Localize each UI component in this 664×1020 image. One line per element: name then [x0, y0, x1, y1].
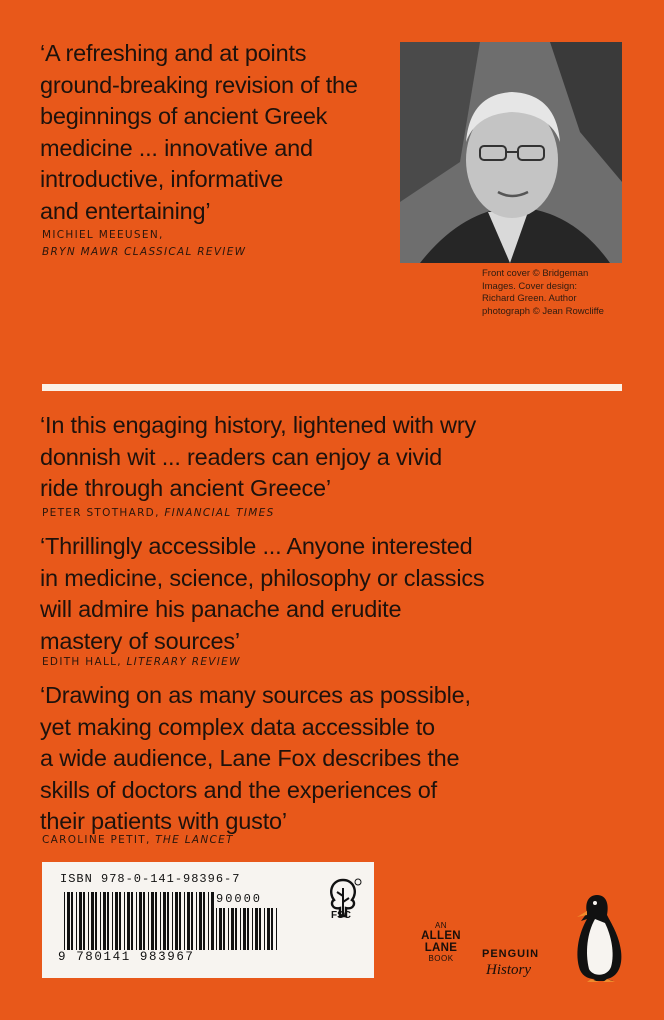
price-barcode	[216, 908, 278, 950]
barcode-bar	[231, 908, 234, 950]
imprint-lane: LANE	[424, 942, 458, 954]
reviewer-name: CAROLINE PETIT,	[42, 834, 151, 846]
barcode-bar	[143, 892, 145, 950]
barcode-bar	[276, 908, 277, 950]
price-code: 90000	[216, 892, 263, 906]
imprint-allen: ALLEN	[421, 930, 461, 942]
barcode-bar	[167, 892, 169, 950]
author-photo	[400, 42, 622, 263]
review-attribution-3	[42, 656, 241, 668]
barcode-bar	[83, 892, 85, 950]
barcode-panel	[42, 862, 374, 978]
review-attribution-1	[42, 227, 246, 261]
review-quote-2: ‘In this engaging history, lightened with wry donnish wit ... readers can enjoy a vivid ride through ancient Greece’	[40, 412, 476, 501]
allen-lane-imprint	[418, 921, 464, 963]
barcode-bar	[67, 892, 70, 950]
barcode-bar	[223, 908, 225, 950]
barcode-bar	[136, 892, 137, 950]
barcode-bar	[243, 908, 246, 950]
barcode-bar	[71, 892, 73, 950]
barcode-bar	[219, 908, 222, 950]
barcode-bar	[203, 892, 205, 950]
barcode-bar	[151, 892, 154, 950]
barcode-bar	[172, 892, 173, 950]
review-quote-4: ‘Drawing on as many sources as possible, yet making complex data accessible to a wide audience, Lane Fox describes the skills of doctors and the experiences of their patients with gusto’	[40, 682, 471, 834]
barcode-bar	[88, 892, 89, 950]
barcode-bar	[160, 892, 161, 950]
reviewer-name: PETER STOTHARD,	[42, 507, 160, 519]
photo-credit: Front cover © Bridgeman Images. Cover design: Richard Green. Author photograph © Jean Rowcliffe	[482, 268, 604, 317]
barcode-bar	[95, 892, 97, 950]
barcode-bar	[91, 892, 94, 950]
barcode-bar	[148, 892, 149, 950]
review-quote-3: ‘Thrillingly accessible ... Anyone interested in medicine, science, philosophy or classics will admire his panache and erudite mastery of sources’	[40, 533, 485, 654]
review-source: FINANCIAL TIMES	[164, 507, 275, 519]
barcode-bar	[208, 892, 209, 950]
barcode-bar	[64, 892, 65, 950]
barcode-bar	[267, 908, 270, 950]
barcode-bar	[255, 908, 258, 950]
barcode-digits: 9 780141 983967	[58, 950, 195, 964]
reviewer-name: EDITH HALL,	[42, 656, 122, 668]
barcode-bar	[76, 892, 77, 950]
penguin-wordmark: PENGUIN	[482, 948, 540, 960]
barcode-bar	[119, 892, 121, 950]
author-portrait-image	[400, 42, 622, 263]
barcode-bar	[103, 892, 106, 950]
barcode-bar	[211, 892, 214, 950]
barcode-bar	[179, 892, 181, 950]
barcode-bar	[247, 908, 249, 950]
divider-rule	[42, 384, 622, 391]
barcode-bar	[191, 892, 193, 950]
barcode-bar	[252, 908, 253, 950]
barcode-bar	[107, 892, 109, 950]
barcode-bar	[127, 892, 130, 950]
barcode-bar	[155, 892, 157, 950]
barcode-bar	[259, 908, 261, 950]
reviewer-name: MICHIEL MEEUSEN,	[42, 229, 164, 241]
barcode-bar	[112, 892, 113, 950]
barcode-bar	[79, 892, 82, 950]
review-source: BRYN MAWR CLASSICAL REVIEW	[42, 246, 247, 258]
isbn-number: ISBN 978-0-141-98396-7	[60, 872, 241, 886]
barcode-bar	[124, 892, 125, 950]
fsc-label: FSC	[331, 910, 351, 921]
barcode-bar	[199, 892, 202, 950]
barcode-bar	[139, 892, 142, 950]
barcode-bar	[228, 908, 229, 950]
barcode-bar	[240, 908, 241, 950]
barcode-bar	[131, 892, 133, 950]
review-attribution-4	[42, 834, 234, 846]
barcode-bar	[100, 892, 101, 950]
barcode-bar	[235, 908, 237, 950]
review-quote-1: ‘A refreshing and at points ground-breaking revision of the beginnings of ancient Greek medicine ... innovative and introductive, informative and entertaining’	[40, 40, 358, 224]
imprint-book: BOOK	[428, 954, 454, 963]
barcode-bar	[184, 892, 185, 950]
isbn-barcode	[64, 892, 214, 950]
barcode-bar	[264, 908, 265, 950]
review-source: LITERARY REVIEW	[126, 656, 241, 668]
review-attribution-2	[42, 507, 275, 519]
imprint-an: AN	[434, 921, 448, 930]
penguin-logo-icon	[573, 893, 625, 983]
barcode-bar	[196, 892, 197, 950]
barcode-bar	[187, 892, 190, 950]
barcode-bar	[163, 892, 166, 950]
review-source: THE LANCET	[155, 834, 234, 846]
barcode-bar	[175, 892, 178, 950]
history-series-label: History	[486, 962, 531, 978]
barcode-bar	[115, 892, 118, 950]
barcode-bar	[271, 908, 273, 950]
barcode-bar	[216, 908, 217, 950]
